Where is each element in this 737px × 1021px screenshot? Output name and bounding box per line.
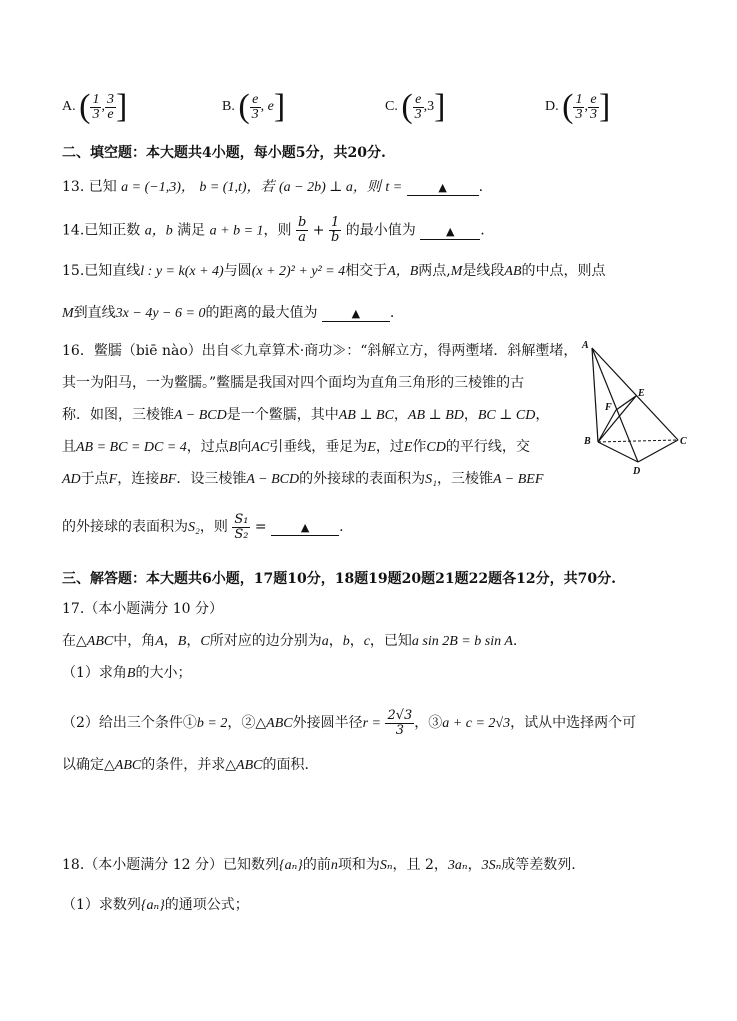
q14-frac-b-over-a: $\frac{b}{a}$ <box>297 215 307 245</box>
label-f: F <box>605 402 612 413</box>
choice-d-label: D. <box>545 99 559 115</box>
question-16-line-4: 且AB = BC = DC = 4，过点B向AC引垂线，垂足为E，过E作CD的平行线，交 <box>62 439 530 455</box>
question-15-line-1: 15.已知直线l : y = k(x + 4)与圆(x + 2)² + y² = 4相交于A，B两点,M是线段AB的中点，则点 <box>62 263 606 279</box>
label-a: A <box>582 340 589 351</box>
triangle-marker-icon: ▲ <box>300 521 310 534</box>
choice-c: C. ( $\frac{e}{3}$ ,3] <box>385 88 446 125</box>
question-16-line-5: AD于点F，连接BF．设三棱锥A − BCD的外接球的表面积为S₁，三棱锥A − BEF <box>62 471 544 487</box>
question-17-part-1: （1）求角B的大小； <box>62 665 192 681</box>
answer-blank-14[interactable] <box>420 223 480 240</box>
triangle-marker-icon: ▲ <box>438 181 447 194</box>
choice-d-frac1: $\frac{1}{3}$ <box>575 91 583 122</box>
choice-a-frac2: $\frac{3}{e}$ <box>106 91 114 122</box>
choice-a-frac1: $\frac{1}{3}$ <box>92 91 100 122</box>
answer-blank-13[interactable] <box>407 179 479 196</box>
question-18-part-1: （1）求数列{aₙ}的通项公式； <box>62 897 249 913</box>
question-16-line-2: 其一为阳马，一为鳖臑。”鳖臑是我国对四个面均为直角三角形的三棱锥的古 <box>62 375 525 391</box>
label-d: D <box>633 466 641 476</box>
choice-b-label: B. <box>222 99 235 115</box>
question-14: 14.已知正数 a，b 满足 a + b = 1，则 $\frac{b}{a}$ + $\frac{1}{b}$ 的最小值为 ▲ . <box>62 215 485 245</box>
question-13: 13. 已知 a = (−1,3)， b = (1,t)，若 (a − 2b) ⊥ a，则 t = ▲ . <box>62 179 484 195</box>
answer-blank-16[interactable] <box>271 519 339 536</box>
choice-b: B. ( $\frac{e}{3}$ , e] <box>222 88 286 125</box>
question-17-part-2-cont: 以确定△ABC的条件，并求△ABC的面积. <box>62 757 309 773</box>
edge-dc <box>638 440 678 462</box>
label-e: E <box>638 388 645 399</box>
question-17-part-2: （2）给出三个条件①b = 2，②△ABC外接圆半径r = $\frac{2√3}{3}$ ，③a + c = 2√3，试从中选择两个可 <box>62 707 637 738</box>
choice-a-label: A. <box>62 99 76 115</box>
question-18-stem: 18.（本小题满分 12 分）已知数列{aₙ}的前n项和为Sₙ，且 2，3aₙ，3Sₙ成等差数列. <box>62 857 576 873</box>
edge-ac <box>592 348 678 440</box>
choice-a: A. ( $\frac{1}{3}$ , $\frac{3}{e}$ ] <box>62 88 128 125</box>
choice-a-open: ( <box>79 88 91 125</box>
triangle-marker-icon: ▲ <box>445 224 455 238</box>
label-c: C <box>680 436 687 447</box>
question-16-line-1: 16．鳖臑（biē nào）出自≪九章算术·商功≫：“斜解立方，得两壍堵．斜解壍堵， <box>62 343 578 359</box>
answer-blank-15[interactable] <box>322 305 390 322</box>
choice-c-frac: $\frac{e}{3}$ <box>414 91 422 122</box>
edge-bf <box>598 410 616 442</box>
section-2-heading: 二、填空题：本大题共4小题，每小题5分，共20分. <box>62 145 386 161</box>
choice-b-frac: $\frac{e}{3}$ <box>251 91 259 122</box>
q16-frac-s1-over-s2: $\frac{\text{S₁}}{\text{S₂}}$ <box>234 511 249 542</box>
question-17-stem: 在△ABC中，角A，B，C所对应的边分别为a，b，c，已知a sin 2B = b sin A. <box>62 633 518 649</box>
question-15-line-2: M到直线3x − 4y − 6 = 0的距离的最大值为 ▲ . <box>62 305 395 321</box>
question-16-line-6: 的外接球的表面积为S₂，则 $\frac{\text{S₁}}{\text{S₂}}$ = ▲ . <box>62 511 344 542</box>
question-17-title: 17.（本小题满分 10 分） <box>62 601 223 617</box>
label-b: B <box>584 436 591 447</box>
q14-frac-1-over-b: $\frac{1}{b}$ <box>330 215 340 245</box>
edge-bd <box>598 442 638 462</box>
choice-d-frac2: $\frac{e}{3}$ <box>589 91 597 122</box>
tetrahedron-figure <box>580 336 690 476</box>
choice-c-label: C. <box>385 99 398 115</box>
question-16-line-3: 称．如图，三棱锥A − BCD是一个鳖臑，其中AB ⊥ BC，AB ⊥ BD，BC ⊥ CD， <box>62 407 550 423</box>
edge-be <box>598 396 636 442</box>
choice-d: D. ( $\frac{1}{3}$ , $\frac{e}{3}$ ] <box>545 88 611 125</box>
triangle-marker-icon: ▲ <box>351 307 361 320</box>
section-3-heading: 三、解答题：本大题共6小题，17题10分，18题19题20题21题22题各12分，共70分. <box>62 571 616 587</box>
q17-frac-radius: $\frac{2√3}{3}$ <box>387 707 413 738</box>
edge-bc-hidden <box>598 440 678 442</box>
edge-ad <box>592 348 638 462</box>
choice-a-close: ] <box>115 88 128 125</box>
